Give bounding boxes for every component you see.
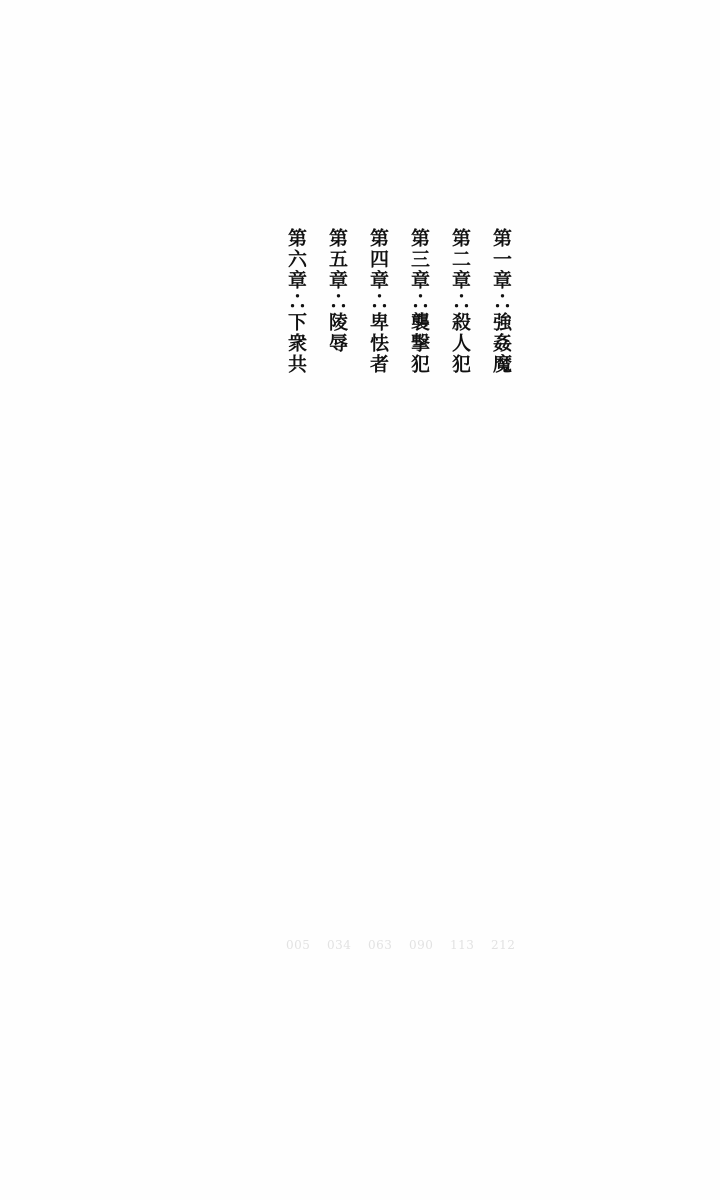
toc-page-number: 063	[368, 938, 393, 952]
toc-entry: 第五章∴陵辱	[326, 228, 348, 354]
toc-entry: 第四章∴卑怯者	[367, 228, 389, 375]
toc-page-number: 090	[409, 938, 434, 952]
toc-page-numbers	[190, 938, 516, 962]
toc-entry: 第二章∴殺人犯	[449, 228, 471, 375]
toc-entry: 第三章∴襲撃犯	[408, 228, 430, 375]
toc-page-number: 212	[491, 938, 516, 952]
table-of-contents	[190, 228, 510, 428]
toc-entry: 第一章∴強姦魔	[490, 228, 512, 375]
toc-page-number: 005	[286, 938, 311, 952]
toc-page-number: 113	[450, 938, 475, 952]
toc-entry: 第六章∴下衆共	[285, 228, 307, 375]
toc-page-number: 034	[327, 938, 352, 952]
